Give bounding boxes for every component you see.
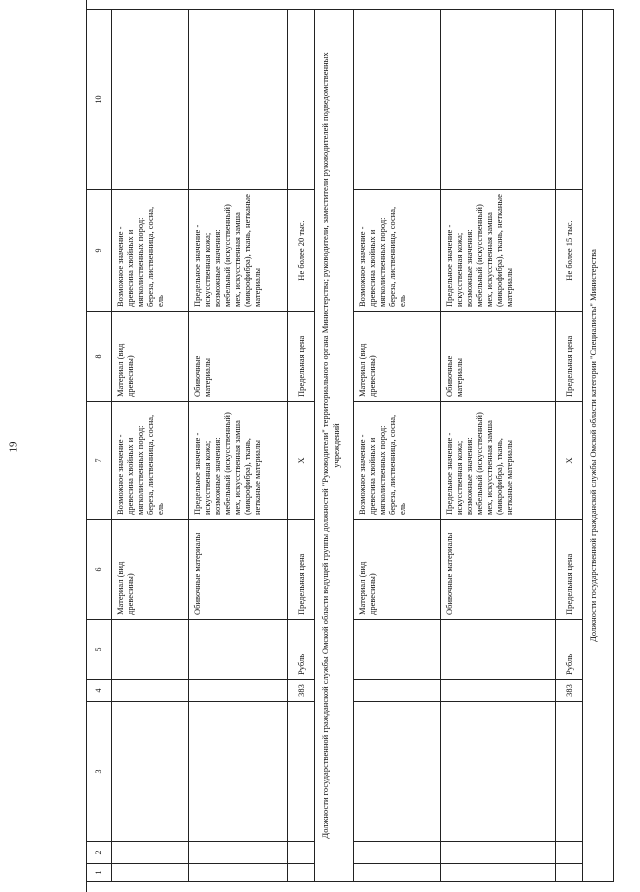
table-row [354,10,441,882]
table-cell [441,680,556,702]
table-cell [288,702,315,842]
table-cell: Возможное значение - древесина хвойных и мягколиственных пород: береза, лиственница, сосна, ель [354,402,441,520]
section-row [583,10,614,882]
table-cell: Предельная цена [288,312,315,402]
table-cell: Предельная цена [556,312,583,402]
table-cell [112,702,189,842]
table-cell [189,702,288,842]
table-row [189,10,288,882]
table-cell [556,10,583,190]
table-cell: Предельная цена [288,520,315,620]
table-cell: Не более 15 тыс. [556,190,583,312]
header-col-2: 2 [87,842,112,864]
table-cell [189,842,288,864]
table-cell [354,680,441,702]
table-cell: Предельное значение - искусственная кожа; возможные значения: мебельный (искусственный) мех, искусственная замша (микрофибра), ткань, нетканые материалы [189,402,288,520]
table-cell [354,702,441,842]
table-cell [441,620,556,680]
table-cell: X [288,402,315,520]
table-cell [288,864,315,882]
header-col-6: 6 [87,520,112,620]
table-cell: Возможное значение - древесина хвойных и мягколиственных пород: береза, лиственница, сосна, ель [112,402,189,520]
header-col-1: 1 [87,864,112,882]
table-cell: Обивочные материалы [189,520,288,620]
section-heading: Должности государственной гражданской службы Омской области ведущей группы должностей "Руководители" территориального органа Министерства; руководители, заместители руководителей подведомственных учреждений [315,10,354,882]
table-cell [112,680,189,702]
table-cell: Предельное значение - искусственная кожа; возможные значения: мебельный (искусственный) мех, искусственная замша (микрофибра), ткань, нетканые материалы [441,190,556,312]
table-cell [441,842,556,864]
table-cell [354,620,441,680]
table-cell: Рубль [288,620,315,680]
table-cell [354,10,441,190]
table-cell [441,702,556,842]
header-row [87,10,112,882]
table-cell [556,864,583,882]
header-col-4: 4 [87,680,112,702]
table-row [288,10,315,882]
section-heading: Должности государственной гражданской службы Омской области категории "Специалисты" Министерства [583,10,614,882]
table-cell: X [556,402,583,520]
page-number: 19 [7,441,20,453]
header-col-10: 10 [87,10,112,190]
table-row [441,10,556,882]
table-cell [112,864,189,882]
table-cell: Материал (вид древесины) [112,520,189,620]
table-cell: Обивочные материалы [441,520,556,620]
table-cell: Предельное значение - искусственная кожа; возможные значения: мебельный (искусственный) мех, искусственная замша (микрофибра), ткань, нетканые материалы [189,190,288,312]
table-cell [441,10,556,190]
table-cell: Не более 20 тыс. [288,190,315,312]
table-cell: Материал (вид древесины) [354,520,441,620]
table-row [556,10,583,882]
table-cell [441,864,556,882]
section-row [315,10,354,882]
header-col-7: 7 [87,402,112,520]
table-cell: Материал (вид древесины) [354,312,441,402]
furniture-standards-table [86,9,614,882]
header-col-9: 9 [87,190,112,312]
table-cell [112,842,189,864]
table-cell: Обивочные материалы [441,312,556,402]
table-cell [189,620,288,680]
table-cell [112,620,189,680]
table-cell [556,702,583,842]
table-cell: Обивочные материалы [189,312,288,402]
header-col-5: 5 [87,620,112,680]
table-cell: 383 [288,680,315,702]
table-cell: Возможное значение - древесина хвойных и мягколиственных пород: береза, лиственница, сосна, ель [354,190,441,312]
header-col-3: 3 [87,702,112,842]
table-cell [189,864,288,882]
table-cell [288,10,315,190]
table-cell: Предельная цена [556,520,583,620]
table-cell [112,10,189,190]
table-cell [288,842,315,864]
table-cell [556,842,583,864]
table-cell [354,842,441,864]
table-cell [189,10,288,190]
table-cell: Предельное значение - искусственная кожа; возможные значения: мебельный (искусственный) мех, искусственная замша (микрофибра), ткань, нетканые материалы [441,402,556,520]
table-cell: Материал (вид древесины) [112,312,189,402]
rotated-table-container [86,10,616,882]
table-row [112,10,189,882]
table-cell [354,864,441,882]
table-cell: Рубль [556,620,583,680]
table-cell: 383 [556,680,583,702]
header-col-8: 8 [87,312,112,402]
table-cell: Возможное значение - древесина хвойных и мягколиственных пород: береза, лиственница, сосна, ель [112,190,189,312]
table-cell [189,680,288,702]
